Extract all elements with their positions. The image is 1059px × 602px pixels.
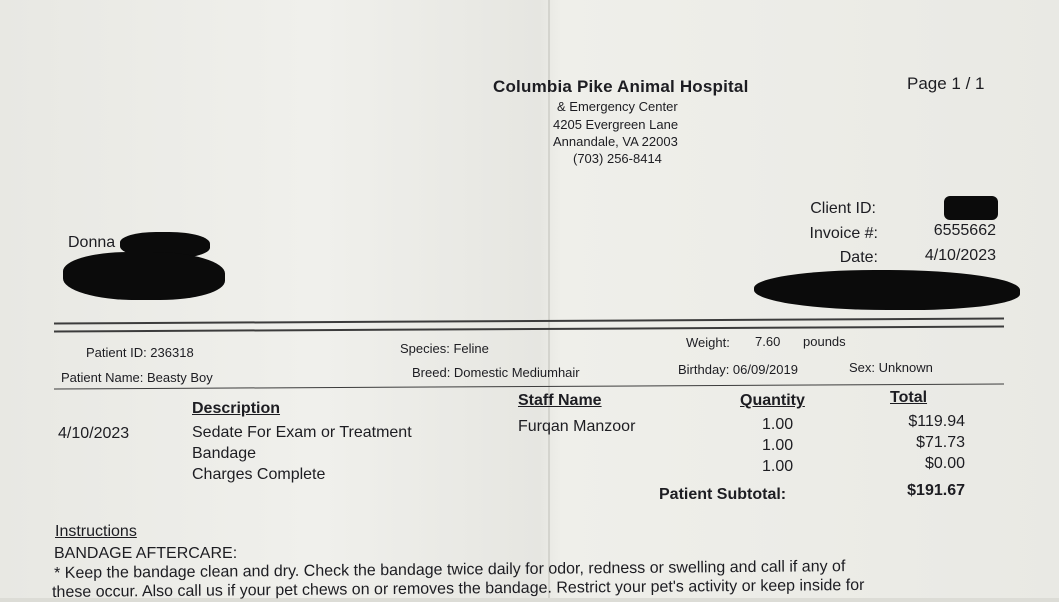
invoice-label: Invoice #: (809, 225, 878, 242)
hospital-line1: & Emergency Center (557, 99, 678, 114)
subtotal-label: Patient Subtotal: (659, 486, 787, 503)
redaction-address (63, 252, 225, 300)
redaction-client-address (754, 270, 1020, 310)
patient-sex: Sex: Unknown (849, 360, 933, 375)
instructions-line-2: these occur. Also call us if your pet chews on or removes the bandage. Restrict your pet's activity or keep inside for (52, 576, 865, 601)
patient-breed: Breed: Domestic Mediumhair (412, 365, 580, 380)
table-row-quantity: 1.00 (762, 437, 794, 454)
table-row-quantity: 1.00 (762, 458, 794, 475)
instructions-heading: Instructions (55, 523, 137, 540)
patient-birthday: Birthday: 06/09/2019 (678, 362, 798, 377)
col-description-header: Description (192, 400, 281, 417)
line-date: 4/10/2023 (58, 425, 130, 442)
weight-label: Weight: (686, 335, 730, 350)
invoice-number: 6555662 (933, 222, 996, 239)
instructions-line-1: * Keep the bandage clean and dry. Check the bandage twice daily for odor, redness or swelling and call if any of (54, 558, 846, 582)
patient-id: Patient ID: 236318 (86, 345, 194, 360)
col-total-header: Total (890, 389, 928, 406)
table-row-description: Charges Complete (192, 466, 326, 483)
patient-species: Species: Feline (400, 341, 489, 356)
weight-unit: pounds (803, 334, 846, 349)
weight-value: 7.60 (755, 334, 781, 349)
date-label: Date: (839, 249, 878, 266)
table-row-total: $0.00 (924, 455, 965, 472)
hospital-name: Columbia Pike Animal Hospital (493, 77, 749, 96)
invoice-date: 4/10/2023 (924, 247, 996, 264)
col-quantity-header: Quantity (740, 392, 805, 409)
hospital-phone: (703) 256-8414 (573, 151, 662, 166)
table-row-total: $119.94 (908, 413, 965, 430)
redaction-client-id (944, 196, 998, 220)
hospital-address: 4205 Evergreen Lane (553, 117, 679, 132)
client-name: Donna (68, 234, 116, 251)
subtotal-value: $191.67 (907, 482, 965, 499)
hospital-city: Annandale, VA 22003 (553, 134, 678, 149)
table-row-total: $71.73 (916, 434, 965, 451)
table-row-staff: Furqan Manzoor (518, 418, 636, 435)
table-row-description: Sedate For Exam or Treatment (192, 424, 412, 441)
page-number: Page 1 / 1 (907, 74, 985, 93)
table-row-quantity: 1.00 (762, 416, 794, 433)
patient-name: Patient Name: Beasty Boy (61, 370, 213, 385)
client-id-label: Client ID: (810, 200, 876, 217)
col-staff-header: Staff Name (518, 392, 602, 409)
instructions-title: BANDAGE AFTERCARE: (54, 545, 238, 562)
table-row-description: Bandage (192, 445, 257, 462)
